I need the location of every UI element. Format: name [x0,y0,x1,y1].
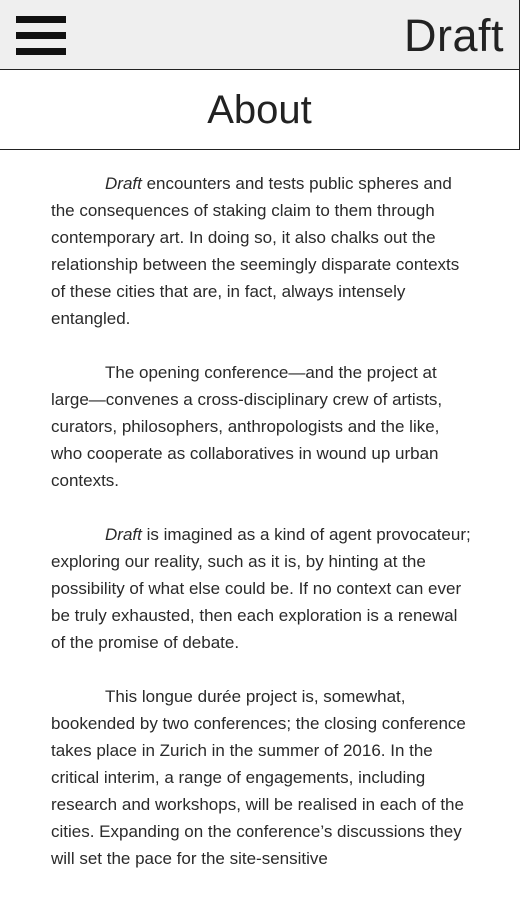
paragraph-text: encounters and tests public spheres and the consequences of staking claim to them through contemporary art. In doing so, it also chalks out the relationship between the seemingly disparate contexts of these cities that are, in fact, always intensely entangled. [51,174,460,328]
paragraph [51,170,471,332]
page-header [0,70,520,150]
paragraph [51,683,471,872]
paragraph-text: is imagined as a kind of agent provocateur; exploring our reality, such as it is, by hinting at the possibility of what else could be. If no context can ever be truly exhausted, then each exploration is a renewal of the promise of debate. [51,525,471,652]
hamburger-menu-icon[interactable] [16,16,66,56]
menu-bar-line [16,48,66,55]
menu-bar-line [16,32,66,39]
menu-bar-line [16,16,66,23]
paragraph [51,359,471,494]
paragraph [51,521,471,656]
page-title: About [207,88,312,132]
top-bar [0,0,520,70]
paragraph-text: This longue durée project is, somewhat, bookended by two conferences; the closing conference takes place in Zurich in the summer of 2016. In the critical interim, a range of engagements, including research and workshops, will be realised in each of the cities. Expanding on the conference’s discussions they will set the pace for the site-sensitive [51,687,466,868]
paragraph-text: The opening conference—and the project at large—convenes a cross-disciplinary crew of artists, curators, philosophers, anthropologists and the like, who cooperate as collaboratives in wound up urban contexts. [51,363,443,490]
paragraph-lead: Draft [105,174,142,193]
site-title[interactable]: Draft [403,10,504,61]
about-content [51,170,471,899]
paragraph-lead: Draft [105,525,142,544]
